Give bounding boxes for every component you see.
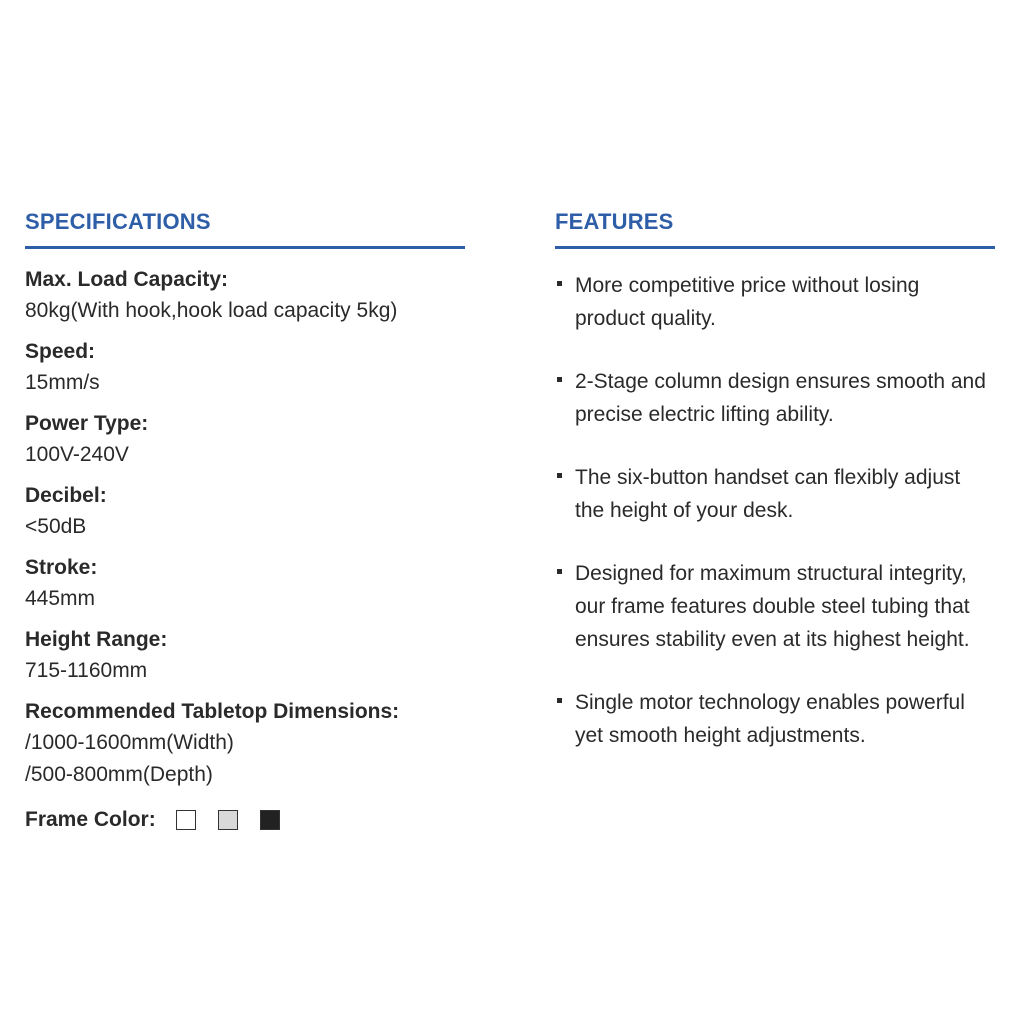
feature-item	[555, 461, 995, 527]
spec-value: 15mm/s	[25, 371, 100, 394]
features-section	[555, 205, 995, 782]
spec-label: Power Type:	[25, 412, 149, 435]
specifications-divider	[25, 246, 465, 249]
spec-list	[25, 265, 465, 791]
spec-tabletop-dimensions	[25, 697, 465, 791]
color-swatch-grey	[218, 810, 238, 830]
feature-item	[555, 557, 995, 656]
spec-value-width: /1000-1600mm(Width)	[25, 731, 234, 754]
feature-text: The six-button handset can flexibly adjust the height of your desk.	[575, 466, 961, 522]
spec-speed	[25, 337, 465, 399]
spec-value: 445mm	[25, 587, 96, 610]
bullet-icon	[557, 377, 562, 382]
spec-height-range	[25, 625, 465, 687]
spec-value-depth: /500-800mm(Depth)	[25, 763, 213, 786]
feature-list	[555, 269, 995, 752]
spec-value: 100V-240V	[25, 443, 129, 466]
spec-label: Max. Load Capacity:	[25, 268, 229, 291]
feature-item	[555, 365, 995, 431]
features-heading: FEATURES	[555, 209, 674, 234]
features-divider	[555, 246, 995, 249]
feature-text: Single motor technology enables powerful yet smooth height adjustments.	[575, 691, 965, 747]
frame-color-label: Frame Color:	[25, 808, 156, 831]
feature-text: Designed for maximum structural integrity, our frame features double steel tubing that ensures stability even at its highest height.	[575, 562, 970, 651]
spec-label: Decibel:	[25, 484, 107, 507]
feature-text: More competitive price without losing product quality.	[575, 274, 920, 330]
color-swatch-black	[260, 810, 280, 830]
feature-item	[555, 269, 995, 335]
spec-decibel	[25, 481, 465, 543]
color-swatch-white	[176, 810, 196, 830]
bullet-icon	[557, 473, 562, 478]
bullet-icon	[557, 281, 562, 286]
specifications-section	[25, 205, 465, 835]
spec-label: Height Range:	[25, 628, 168, 651]
feature-text: 2-Stage column design ensures smooth and precise electric lifting ability.	[575, 370, 986, 426]
specifications-heading: SPECIFICATIONS	[25, 209, 211, 234]
spec-value: <50dB	[25, 515, 87, 538]
bullet-icon	[557, 569, 562, 574]
spec-max-load	[25, 265, 465, 327]
spec-value: 80kg(With hook,hook load capacity 5kg)	[25, 299, 398, 322]
spec-label: Speed:	[25, 340, 96, 363]
spec-label: Recommended Tabletop Dimensions:	[25, 700, 400, 723]
bullet-icon	[557, 698, 562, 703]
spec-value: 715-1160mm	[25, 659, 148, 682]
spec-power-type	[25, 409, 465, 471]
frame-color-row	[25, 805, 465, 835]
spec-label: Stroke:	[25, 556, 98, 579]
feature-item	[555, 686, 995, 752]
spec-stroke	[25, 553, 465, 615]
